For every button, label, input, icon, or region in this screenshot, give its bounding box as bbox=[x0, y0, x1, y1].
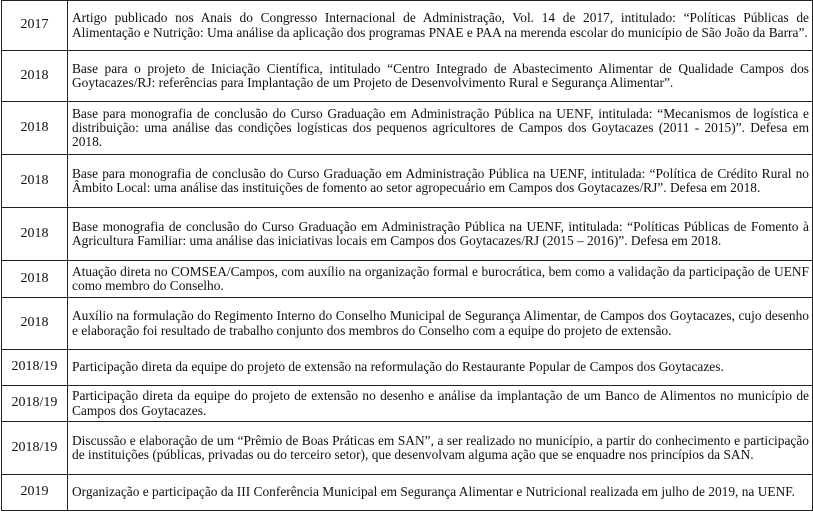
year-cell: 2018 bbox=[2, 102, 68, 155]
table-row bbox=[2, 261, 813, 298]
year-cell: 2018/19 bbox=[2, 386, 68, 422]
year-cell: 2018/19 bbox=[2, 422, 68, 475]
table-row bbox=[2, 350, 813, 386]
table-row bbox=[2, 1, 813, 51]
table-row bbox=[2, 155, 813, 208]
year-cell: 2018 bbox=[2, 208, 68, 261]
year-cell: 2018 bbox=[2, 155, 68, 208]
year-cell: 2018 bbox=[2, 298, 68, 350]
year-cell: 2017 bbox=[2, 1, 68, 51]
description-cell: Base para o projeto de Iniciação Científica, intitulado “Centro Integrado de Abastecimento Alimentar de Qualidade Campos dos Goytacazes/RJ: referências para Implantação de um Projeto de Desenvolvimento Rural e Segurança Alimentar”. bbox=[68, 51, 813, 102]
year-cell: 2018 bbox=[2, 51, 68, 102]
description-cell: Organização e participação da III Conferência Municipal em Segurança Alimentar e Nutricional realizada em julho de 2019, na UENF. bbox=[68, 475, 813, 511]
table-row bbox=[2, 386, 813, 422]
description-cell: Participação direta da equipe do projeto de extensão na reformulação do Restaurante Popular de Campos dos Goytacazes. bbox=[68, 350, 813, 386]
table-row bbox=[2, 51, 813, 102]
description-cell: Participação direta da equipe do projeto de extensão no desenho e análise da implantação de um Banco de Alimentos no município de Campos dos Goytacazes. bbox=[68, 386, 813, 422]
year-cell: 2018/19 bbox=[2, 350, 68, 386]
description-cell: Base para monografia de conclusão do Curso Graduação em Administração Pública na UENF, intitulada: “Mecanismos de logística e distribuição: uma análise das condições logísticas dos pequenos agricultores de Campos dos Goytacazes (2011 - 2015)”. Defesa em 2018. bbox=[68, 102, 813, 155]
description-cell: Discussão e elaboração de um “Prêmio de Boas Práticas em SAN”, a ser realizado no município, a partir do conhecimento e participação de instituições (públicas, privadas ou do terceiro setor), que desenvolvam alguma ação que se enquadre nos princípios da SAN. bbox=[68, 422, 813, 475]
table-row bbox=[2, 298, 813, 350]
table-row bbox=[2, 422, 813, 475]
year-cell: 2018 bbox=[2, 261, 68, 298]
description-cell: Atuação direta no COMSEA/Campos, com auxílio na organização formal e burocrática, bem como a validação da participação de UENF como membro do Conselho. bbox=[68, 261, 813, 298]
table-row bbox=[2, 208, 813, 261]
year-cell: 2019 bbox=[2, 475, 68, 511]
description-cell: Artigo publicado nos Anais do Congresso Internacional de Administração, Vol. 14 de 2017, intitulado: “Políticas Públicas de Alimentação e Nutrição: Uma análise da aplicação dos programas PNAE e PAA na merenda escolar do município de São João da Barra”. bbox=[68, 1, 813, 51]
description-cell: Base para monografia de conclusão do Curso Graduação em Administração Pública na UENF, intitulada: “Política de Crédito Rural no Âmbito Local: uma análise das instituições de fomento ao setor agropecuário em Campos dos Goytacazes/RJ”. Defesa em 2018. bbox=[68, 155, 813, 208]
activities-table bbox=[1, 0, 813, 511]
description-cell: Base monografia de conclusão do Curso Graduação em Administração Pública na UENF, intitulada: “Políticas Públicas de Fomento à Agricultura Familiar: uma análise das iniciativas locais em Campos dos Goytacazes/RJ (2015 – 2016)”. Defesa em 2018. bbox=[68, 208, 813, 261]
table-row bbox=[2, 102, 813, 155]
table-row bbox=[2, 475, 813, 511]
description-cell: Auxílio na formulação do Regimento Interno do Conselho Municipal de Segurança Alimentar, de Campos dos Goytacazes, cujo desenho e elaboração foi resultado de trabalho conjunto dos membros do Conselho com a equipe do projeto de extensão. bbox=[68, 298, 813, 350]
